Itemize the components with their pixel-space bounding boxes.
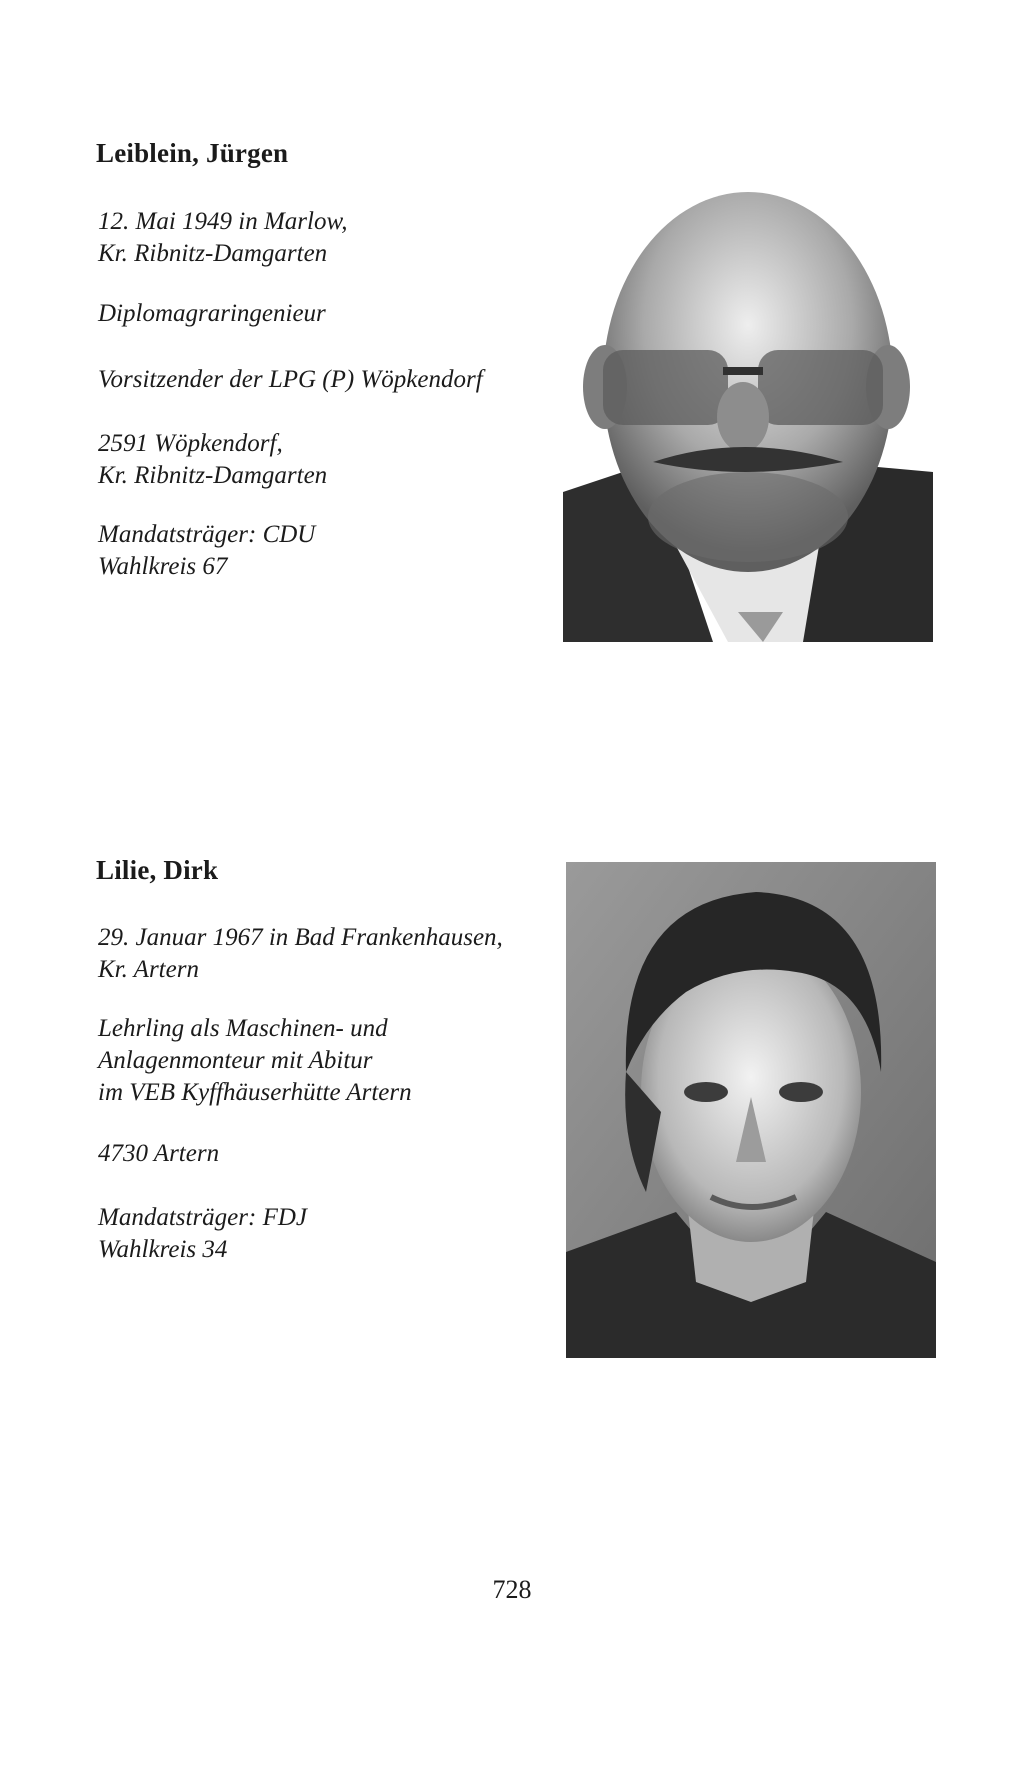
mandate-info — [98, 519, 315, 583]
portrait-photo-image — [563, 172, 933, 642]
birth-info — [98, 206, 348, 270]
address-info — [98, 1138, 219, 1170]
education-info — [98, 298, 326, 330]
occupation-info — [98, 1013, 412, 1109]
occupation-line: Vorsitzender der LPG (P) Wöpkendorf — [98, 366, 483, 393]
mandate-line: Wahlkreis 67 — [98, 553, 228, 580]
occupation-info — [98, 364, 483, 396]
entry-name: Leiblein, Jürgen — [96, 138, 289, 168]
entry-name: Lilie, Dirk — [96, 855, 219, 885]
birth-line: Kr. Ribnitz-Damgarten — [98, 240, 328, 267]
address-line: 4730 Artern — [98, 1140, 220, 1167]
education-line: Diplomagraringenieur — [98, 300, 326, 327]
occupation-line: im VEB Kyffhäuserhütte Artern — [98, 1079, 412, 1106]
occupation-line: Lehrling als Maschinen- und — [98, 1015, 388, 1042]
mandate-line: Mandatsträger: FDJ — [98, 1204, 307, 1231]
birth-line: 29. Januar 1967 in Bad Frankenhausen, — [98, 924, 503, 951]
mandate-info — [98, 1202, 307, 1266]
page-number: 728 — [492, 1575, 532, 1604]
portrait-photo — [563, 172, 933, 642]
mandate-line: Mandatsträger: CDU — [98, 521, 316, 548]
portrait-photo — [566, 862, 936, 1358]
mandate-line: Wahlkreis 34 — [98, 1236, 228, 1263]
portrait-photo-image — [566, 862, 936, 1358]
birth-line: 12. Mai 1949 in Marlow, — [98, 208, 348, 235]
address-info — [98, 428, 327, 492]
occupation-line: Anlagenmonteur mit Abitur — [98, 1047, 373, 1074]
address-line: Kr. Ribnitz-Damgarten — [98, 462, 328, 489]
birth-line: Kr. Artern — [98, 956, 199, 983]
address-line: 2591 Wöpkendorf, — [98, 430, 283, 457]
birth-info — [98, 922, 503, 986]
